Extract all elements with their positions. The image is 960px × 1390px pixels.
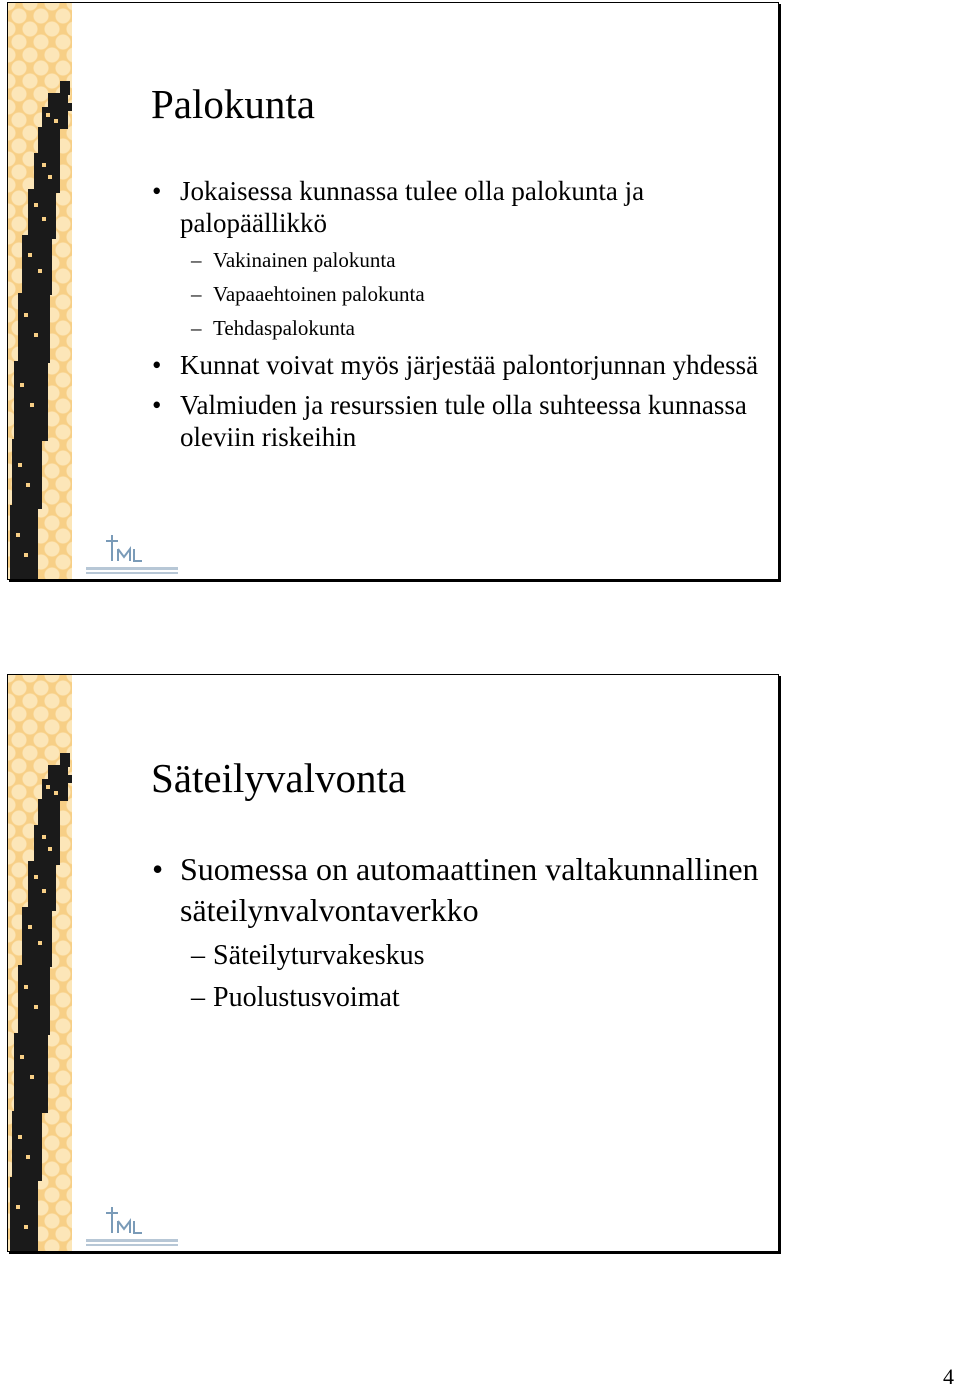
sub-bullet-item: – Vakinainen palokunta bbox=[151, 247, 761, 273]
bullet-list bbox=[151, 175, 761, 453]
slide-2 bbox=[7, 674, 779, 1252]
bullet-list bbox=[151, 849, 761, 1015]
bullet-item: • Valmiuden ja resurssien tule olla suhteessa kunnassa oleviin riskeihin bbox=[151, 389, 761, 453]
slide-title: Säteilyvalvonta bbox=[151, 755, 407, 801]
sub-bullet-item: – Vapaaehtoinen palokunta bbox=[151, 281, 761, 307]
bullet-item: • Kunnat voivat myös järjestää palontorjunnan yhdessä bbox=[151, 349, 761, 381]
city-silhouette-icon bbox=[8, 675, 72, 1251]
tml-logo-icon bbox=[74, 531, 184, 577]
city-silhouette-icon bbox=[8, 3, 72, 579]
sub-bullet-item: – Säteilyturvakeskus bbox=[151, 939, 761, 973]
tml-logo-icon bbox=[74, 1203, 184, 1249]
sub-bullet-item: – Puolustusvoimat bbox=[151, 981, 761, 1015]
honeycomb-strip bbox=[8, 675, 72, 1251]
page-number: 4 bbox=[943, 1364, 954, 1389]
bullet-item: • Suomessa on automaattinen valtakunnallinen säteilynvalvontaverkko bbox=[151, 849, 761, 931]
slide-1 bbox=[7, 2, 779, 580]
slide-title: Palokunta bbox=[151, 81, 315, 127]
bullet-item: • Jokaisessa kunnassa tulee olla palokunta ja palopäällikkö bbox=[151, 175, 761, 239]
honeycomb-strip bbox=[8, 3, 72, 579]
sub-bullet-item: – Tehdaspalokunta bbox=[151, 315, 761, 341]
